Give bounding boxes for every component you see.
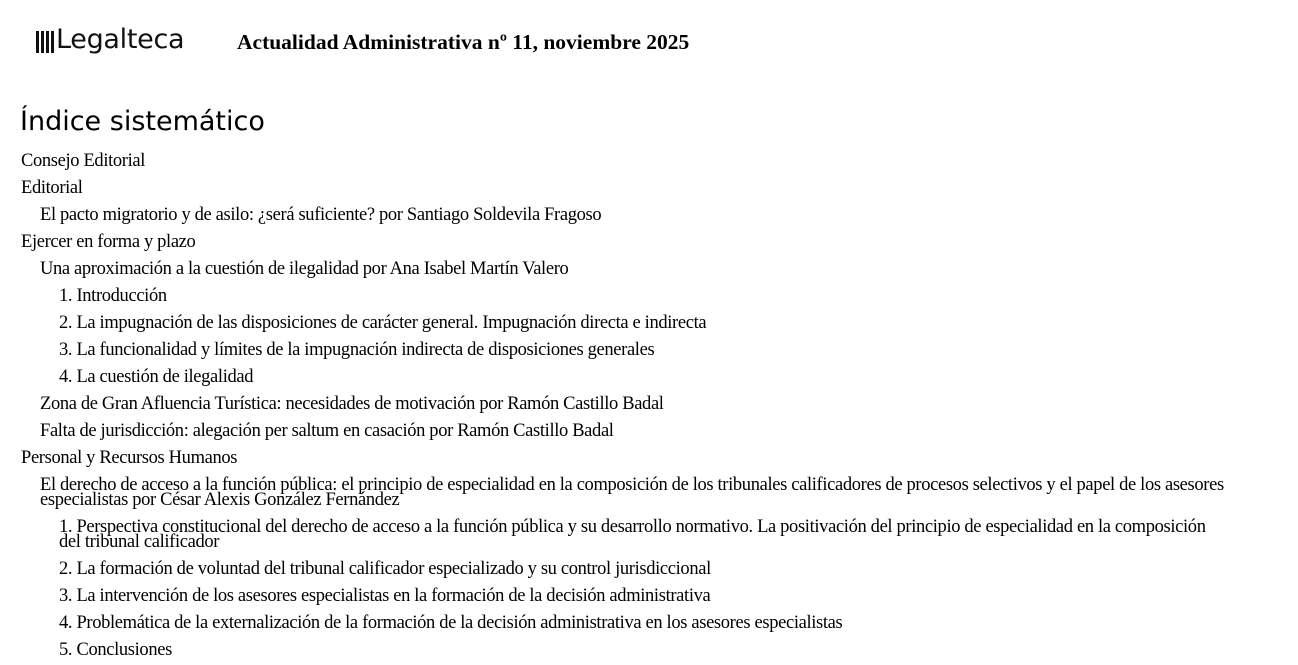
toc-article-falta-jurisdiccion[interactable]: Falta de jurisdicción: alegación per saltum en casación por Ramón Castillo Badal [40,421,614,441]
toc-subsection-intervencion-asesores[interactable]: 3. La intervención de los asesores especialistas en la formación de la decisión administrativa [59,586,711,606]
toc-section-ejercer-forma-plazo[interactable]: Ejercer en forma y plazo [21,232,196,252]
toc-article-derecho-acceso[interactable]: El derecho de acceso a la función pública: el principio de especialidad en la composición de los tribunales calificadores de procesos selectivos y el papel de los asesores especialistas por César Alexis González Fernández [40,475,1224,510]
toc-section-personal-rrhh[interactable]: Personal y Recursos Humanos [21,448,238,468]
table-of-contents [0,148,1298,664]
publication-title: Actualidad Administrativa nº 11, noviembre 2025 [237,30,690,54]
toc-subsection-conclusiones[interactable]: 5. Conclusiones [59,640,172,660]
toc-article-cuestion-ilegalidad[interactable]: Una aproximación a la cuestión de ilegalidad por Ana Isabel Martín Valero [40,259,569,279]
toc-subsection-problematica[interactable]: 4. Problemática de la externalización de la formación de la decisión administrativa en los asesores especialistas [59,613,843,633]
toc-subsection-introduccion[interactable]: 1. Introducción [59,286,167,306]
toc-subsection-funcionalidad[interactable]: 3. La funcionalidad y límites de la impugnación indirecta de disposiciones generales [59,340,655,360]
toc-subsection-perspectiva[interactable]: 1. Perspectiva constitucional del derecho de acceso a la función pública y su desarrollo normativo. La positivación del principio de especialidad en la composición del tribunal calificador [59,517,1206,552]
toc-article-pacto-migratorio[interactable]: El pacto migratorio y de asilo: ¿será suficiente? por Santiago Soldevila Fragoso [40,205,602,225]
toc-section-consejo-editorial[interactable]: Consejo Editorial [21,151,146,171]
toc-subsection-impugnacion[interactable]: 2. La impugnación de las disposiciones de carácter general. Impugnación directa e indirecta [59,313,707,333]
toc-section-editorial[interactable]: Editorial [21,178,83,198]
legalteca-logo[interactable] [36,24,184,55]
toc-subsection-cuestion-ilegalidad[interactable]: 4. La cuestión de ilegalidad [59,367,254,387]
logo-bars-icon [36,27,54,53]
toc-article-zona-afluencia[interactable]: Zona de Gran Afluencia Turística: necesidades de motivación por Ramón Castillo Badal [40,394,664,414]
toc-subsection-formacion-voluntad[interactable]: 2. La formación de voluntad del tribunal calificador especializado y su control jurisdiccional [59,559,711,579]
index-title: Índice sistemático [20,106,265,137]
logo-text: Legalteca [56,24,185,55]
